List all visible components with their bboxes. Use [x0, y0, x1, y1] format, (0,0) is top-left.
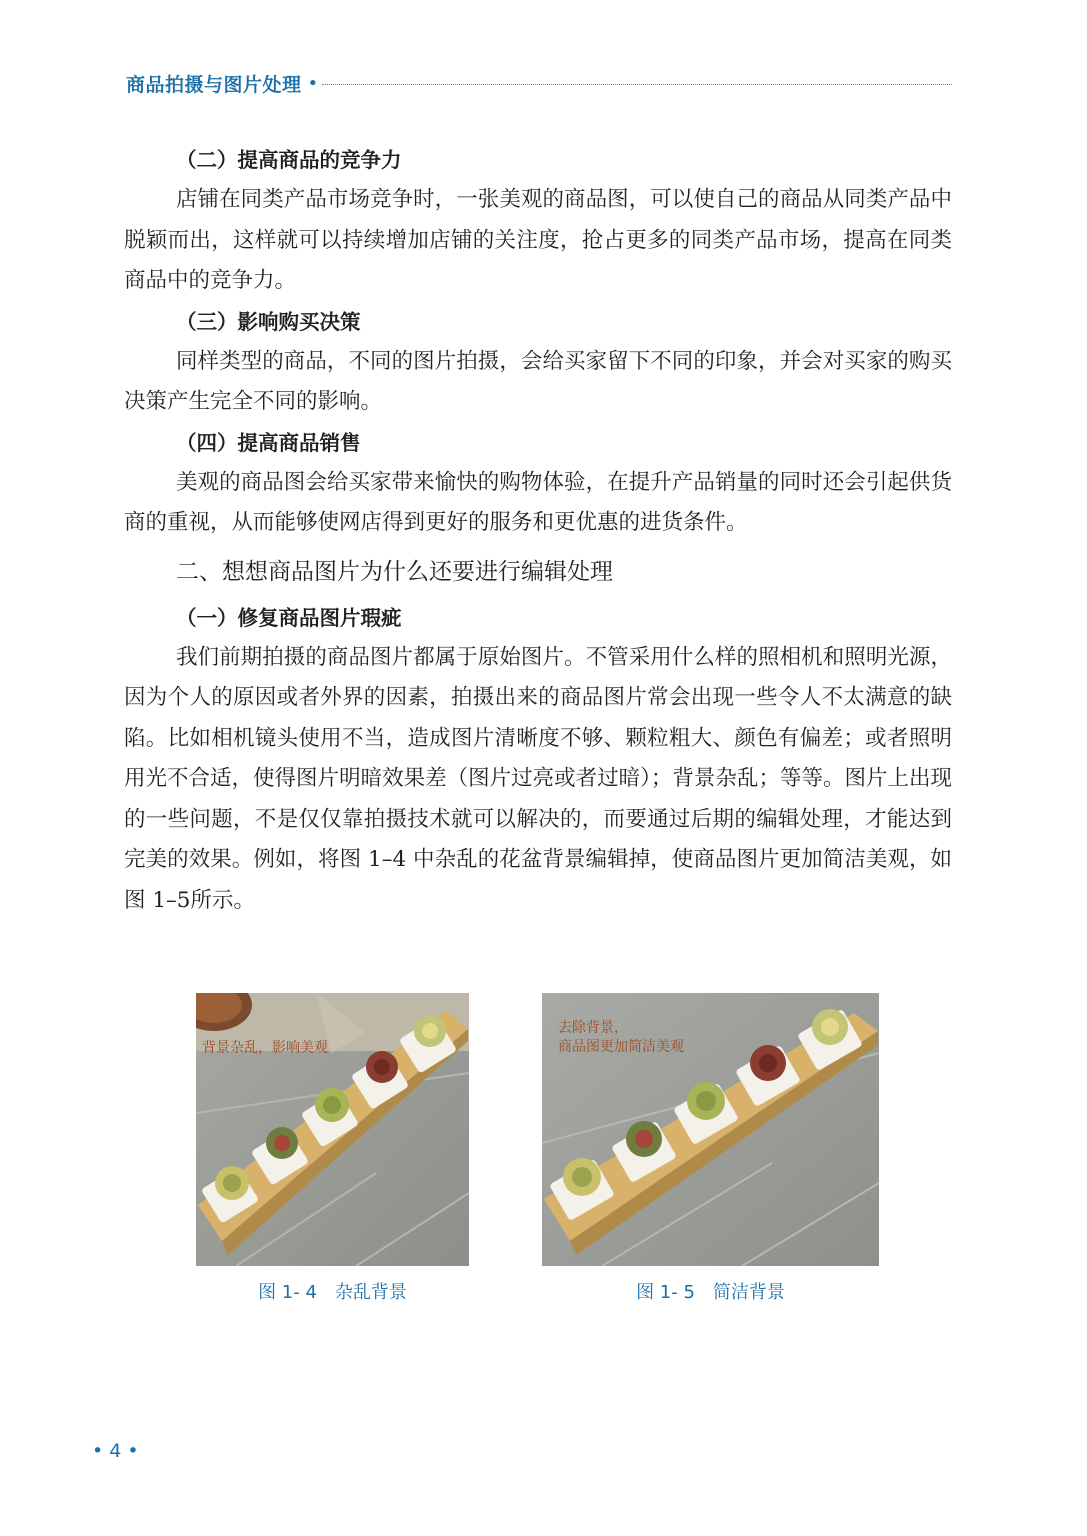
paragraph-competitiveness: 店铺在同类产品市场竞争时，一张美观的商品图，可以使自己的商品从同类产品中脱颖而出，这样就可以持续增加店铺的关注度，抢占更多的同类产品市场，提高在同类商品中的竞争力。	[124, 187, 952, 293]
figure-1-5	[542, 993, 879, 1304]
paragraph-fix-flaws: 我们前期拍摄的商品图片都属于原始图片。不管采用什么样的照相机和照明光源，因为个人的原因或者外界的因素，拍摄出来的商品图片常会出现一些令人不太满意的缺陷。比如相机镜头使用不当，造成图片清晰度不够、颗粒粗大、颜色有偏差；或者照明用光不合适，使得图片明暗效果差（图片过亮或者过暗）；背景杂乱；等等。图片上出现的一些问题，不是仅仅靠拍摄技术就可以解决的，而要通过后期的编辑处理，才能达到完美的效果。例如，将图 1–4 中杂乱的花盆背景编辑掉，使商品图片更加简洁美观，如图 1–5所示。	[124, 644, 952, 913]
paragraph-purchase-decision: 同样类型的商品，不同的图片拍摄，会给买家留下不同的印象，并会对买家的购买决策产生完全不同的影响。	[124, 348, 952, 414]
running-header	[126, 66, 952, 100]
photo-messy-background	[196, 993, 469, 1266]
succulent-photo-messy	[196, 993, 469, 1266]
figure-caption: 图 1- 4 杂乱背景	[258, 1282, 407, 1303]
photo-clean-background	[542, 993, 879, 1266]
section-heading-sales: （四）提高商品销售	[176, 430, 361, 455]
figure-annotation: 背景杂乱，影响美观	[202, 1040, 328, 1056]
header-title: 商品拍摄与图片处理	[126, 73, 302, 96]
section-heading-purchase-decision: （三）影响购买决策	[176, 309, 361, 334]
figure-annotation-line-1: 去除背景，	[558, 1020, 628, 1036]
figure-annotation	[558, 1019, 684, 1057]
page-number: • 4 •	[92, 1440, 139, 1462]
body-content	[124, 140, 952, 921]
header-dotted-rule	[322, 84, 952, 85]
section-heading-fix-flaws: （一）修复商品图片瑕疵	[176, 605, 402, 630]
figure-caption: 图 1- 5 简洁背景	[636, 1282, 785, 1303]
section-heading-competitiveness: （二）提高商品的竞争力	[176, 148, 402, 172]
header-dot: •	[307, 72, 319, 94]
figure-annotation-line-2: 商品图更加简洁美观	[558, 1039, 684, 1055]
figure-1-4	[196, 993, 469, 1304]
chapter-section-heading: 二、想想商品图片为什么还要进行编辑处理	[176, 558, 613, 585]
paragraph-sales: 美观的商品图会给买家带来愉快的购物体验，在提升产品销量的同时还会引起供货商的重视，从而能够使网店得到更好的服务和更优惠的进货条件。	[124, 469, 952, 535]
